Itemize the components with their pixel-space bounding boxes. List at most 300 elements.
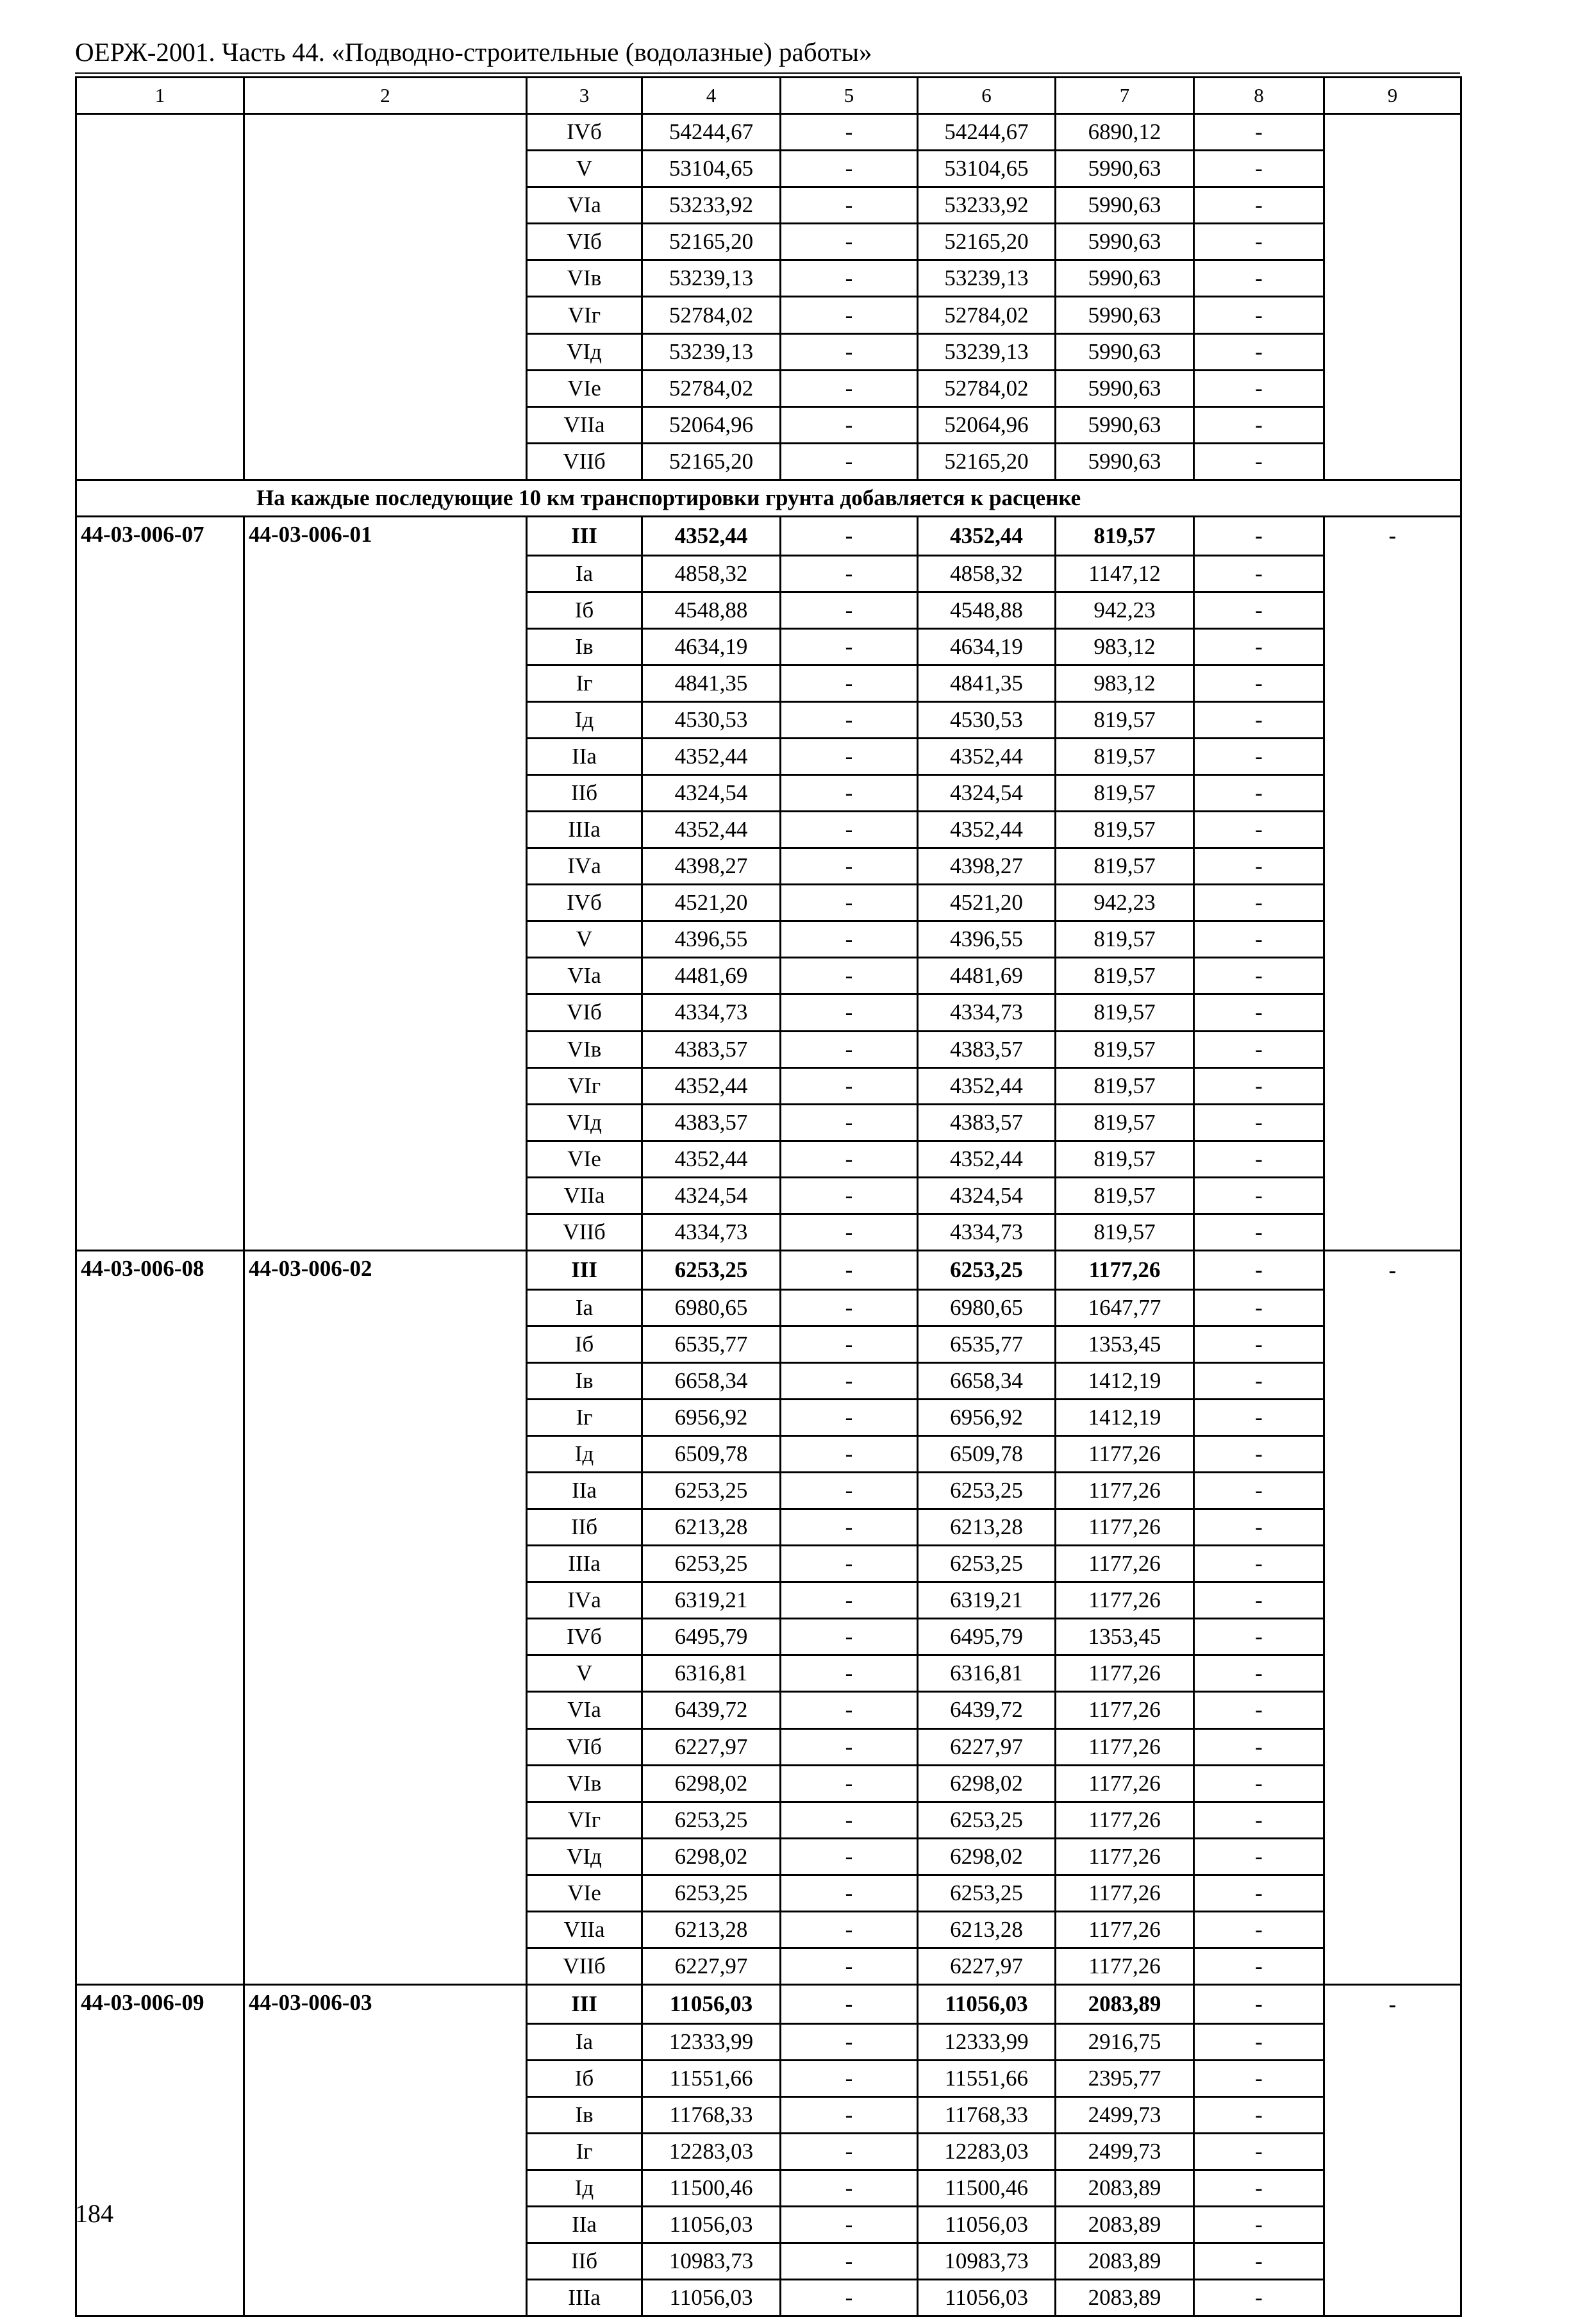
col8-cell: - [1194, 2133, 1324, 2170]
soil-group-cell: Iд [527, 2170, 642, 2206]
col8-cell: - [1194, 1838, 1324, 1875]
col8-cell: - [1194, 994, 1324, 1031]
col7-cell: 819,57 [1056, 1104, 1194, 1141]
price-table [75, 76, 1462, 2317]
col5-cell: - [781, 1655, 918, 1692]
col5-cell: - [781, 555, 918, 592]
col8-cell: - [1194, 1214, 1324, 1250]
col6-cell: 11056,03 [918, 1985, 1056, 2024]
col4-cell: 6658,34 [642, 1362, 781, 1399]
col5-cell: - [781, 1104, 918, 1141]
col7-cell: 819,57 [1056, 1177, 1194, 1214]
col5-cell: - [781, 1435, 918, 1472]
col5-cell: - [781, 738, 918, 774]
col4-cell: 6253,25 [642, 1472, 781, 1509]
col8-cell: - [1194, 592, 1324, 628]
col6-cell: 4521,20 [918, 885, 1056, 921]
soil-group-cell: V [527, 1655, 642, 1692]
col4-cell: 52165,20 [642, 443, 781, 480]
base-rate-ref-cell: 44-03-006-02 [244, 1251, 527, 1290]
base-rate-ref-cell: 44-03-006-03 [244, 1985, 527, 2024]
base-rate-ref-cell [244, 1948, 527, 1984]
soil-group-cell: VIв [527, 1031, 642, 1067]
col5-cell: - [781, 406, 918, 443]
col7-cell: 1177,26 [1056, 1765, 1194, 1802]
col7-cell: 5990,63 [1056, 224, 1194, 260]
col9-cell [1324, 701, 1461, 738]
col8-cell: - [1194, 958, 1324, 994]
rate-code-cell: 44-03-006-09 [76, 1985, 244, 2024]
table-row [76, 1435, 1461, 1472]
col7-cell: 819,57 [1056, 516, 1194, 555]
table-row [76, 555, 1461, 592]
col8-cell: - [1194, 406, 1324, 443]
col6-cell: 4352,44 [918, 1067, 1056, 1104]
table-row [76, 187, 1461, 224]
col6-cell: 6316,81 [918, 1655, 1056, 1692]
reference-cell [244, 114, 527, 151]
rate-code-cell [76, 2023, 244, 2060]
soil-group-cell: VIIа [527, 1911, 642, 1948]
col7-cell: 2395,77 [1056, 2060, 1194, 2096]
col4-cell: 6298,02 [642, 1765, 781, 1802]
column-number: 9 [1324, 78, 1461, 114]
col5-cell: - [781, 592, 918, 628]
page-header-title: ОЕРЖ-2001. Часть 44. «Подводно-строительные (водолазные) работы» [75, 37, 872, 67]
code-cell [76, 406, 244, 443]
col6-cell: 53239,13 [918, 260, 1056, 297]
col7-cell: 1177,26 [1056, 1251, 1194, 1290]
col4-cell: 54244,67 [642, 114, 781, 151]
col9-cell [1324, 958, 1461, 994]
table-row [76, 1619, 1461, 1655]
col8-cell: - [1194, 224, 1324, 260]
soil-group-cell: IVб [527, 885, 642, 921]
rate-code-cell [76, 1692, 244, 1728]
col6-cell: 52784,02 [918, 370, 1056, 406]
col4-cell: 4521,20 [642, 885, 781, 921]
rate-code-cell [76, 2096, 244, 2133]
col7-cell: 5990,63 [1056, 260, 1194, 297]
rate-code-cell [76, 1326, 244, 1362]
col8-cell: - [1194, 1509, 1324, 1546]
col9-cell [1324, 1104, 1461, 1141]
col5-cell: - [781, 1031, 918, 1067]
rate-code-cell [76, 1546, 244, 1582]
rate-code-cell [76, 1362, 244, 1399]
col8-cell: - [1194, 1362, 1324, 1399]
base-rate-ref-cell [244, 1765, 527, 1802]
col4-cell: 4548,88 [642, 592, 781, 628]
col6-cell: 11768,33 [918, 2096, 1056, 2133]
soil-group-cell: VIе [527, 1875, 642, 1911]
note-row [76, 480, 1461, 516]
col4-cell: 4481,69 [642, 958, 781, 994]
code-cell [76, 151, 244, 187]
col5-cell: - [781, 848, 918, 885]
col4-cell: 6253,25 [642, 1251, 781, 1290]
col9-cell: - [1324, 1985, 1461, 2024]
base-rate-ref-cell [244, 812, 527, 848]
col9-cell [1324, 224, 1461, 260]
col7-cell: 1177,26 [1056, 1728, 1194, 1765]
rate-code-cell [76, 1582, 244, 1619]
col5-cell: - [781, 1472, 918, 1509]
col6-cell: 52165,20 [918, 224, 1056, 260]
base-rate-ref-cell [244, 848, 527, 885]
col7-cell: 2499,73 [1056, 2133, 1194, 2170]
col9-cell [1324, 187, 1461, 224]
col4-cell: 52784,02 [642, 370, 781, 406]
rate-code-cell [76, 921, 244, 958]
col5-cell: - [781, 1141, 918, 1177]
col6-cell: 53239,13 [918, 333, 1056, 370]
reference-cell [244, 370, 527, 406]
col7-cell: 5990,63 [1056, 151, 1194, 187]
base-rate-ref-cell [244, 1177, 527, 1214]
col4-cell: 11500,46 [642, 2170, 781, 2206]
col8-cell: - [1194, 1289, 1324, 1326]
col8-cell: - [1194, 151, 1324, 187]
reference-cell [244, 406, 527, 443]
soil-group-cell: VIIб [527, 443, 642, 480]
base-rate-ref-cell [244, 1509, 527, 1546]
col4-cell: 6495,79 [642, 1619, 781, 1655]
soil-group-cell: VIа [527, 187, 642, 224]
col4-cell: 6227,97 [642, 1948, 781, 1984]
col9-cell [1324, 1289, 1461, 1326]
col5-cell: - [781, 370, 918, 406]
col9-cell [1324, 2280, 1461, 2316]
col6-cell: 52784,02 [918, 297, 1056, 333]
rate-code-cell [76, 1289, 244, 1326]
col6-cell: 11056,03 [918, 2207, 1056, 2243]
table-row [76, 885, 1461, 921]
col7-cell: 2916,75 [1056, 2023, 1194, 2060]
col6-cell: 4352,44 [918, 738, 1056, 774]
base-rate-ref-cell [244, 2023, 527, 2060]
soil-group-cell: VIб [527, 994, 642, 1031]
soil-group-cell: VIв [527, 260, 642, 297]
soil-group-cell: VIIа [527, 406, 642, 443]
col9-cell [1324, 1875, 1461, 1911]
col4-cell: 6535,77 [642, 1326, 781, 1362]
base-rate-ref-cell [244, 1546, 527, 1582]
table-row [76, 1765, 1461, 1802]
col8-cell: - [1194, 1399, 1324, 1435]
col9-cell [1324, 738, 1461, 774]
rate-code-cell [76, 665, 244, 701]
col7-cell: 942,23 [1056, 592, 1194, 628]
col4-cell: 4383,57 [642, 1104, 781, 1141]
col5-cell: - [781, 1399, 918, 1435]
table-row [76, 1948, 1461, 1984]
col4-cell: 6227,97 [642, 1728, 781, 1765]
col5-cell: - [781, 224, 918, 260]
col9-cell [1324, 1326, 1461, 1362]
col5-cell: - [781, 333, 918, 370]
soil-group-cell: IIа [527, 738, 642, 774]
col4-cell: 52064,96 [642, 406, 781, 443]
col5-cell: - [781, 701, 918, 738]
col9-cell [1324, 333, 1461, 370]
col6-cell: 6298,02 [918, 1838, 1056, 1875]
col6-cell: 12333,99 [918, 2023, 1056, 2060]
soil-group-cell: VIIа [527, 1177, 642, 1214]
col9-cell [1324, 2243, 1461, 2280]
col7-cell: 819,57 [1056, 701, 1194, 738]
soil-group-cell: Iа [527, 555, 642, 592]
table-row [76, 1289, 1461, 1326]
col6-cell: 6253,25 [918, 1546, 1056, 1582]
base-rate-ref-cell [244, 2060, 527, 2096]
col6-cell: 11500,46 [918, 2170, 1056, 2206]
col5-cell: - [781, 2243, 918, 2280]
col4-cell: 12283,03 [642, 2133, 781, 2170]
col8-cell: - [1194, 1619, 1324, 1655]
col6-cell: 4324,54 [918, 1177, 1056, 1214]
col5-cell: - [781, 516, 918, 555]
soil-group-cell: IIа [527, 2207, 642, 2243]
col9-cell [1324, 592, 1461, 628]
col9-cell [1324, 848, 1461, 885]
col7-cell: 2083,89 [1056, 2280, 1194, 2316]
col6-cell: 4396,55 [918, 921, 1056, 958]
rate-code-cell [76, 1141, 244, 1177]
col8-cell: - [1194, 1104, 1324, 1141]
base-rate-ref-cell [244, 2096, 527, 2133]
col8-cell: - [1194, 2096, 1324, 2133]
col9-cell [1324, 1655, 1461, 1692]
col8-cell: - [1194, 1692, 1324, 1728]
col6-cell: 54244,67 [918, 114, 1056, 151]
rate-code-cell [76, 958, 244, 994]
col8-cell: - [1194, 1067, 1324, 1104]
column-number: 2 [244, 78, 527, 114]
col4-cell: 4841,35 [642, 665, 781, 701]
col6-cell: 6213,28 [918, 1509, 1056, 1546]
col6-cell: 6253,25 [918, 1802, 1056, 1838]
col4-cell: 6298,02 [642, 1838, 781, 1875]
rate-code-cell [76, 1728, 244, 1765]
rate-code-cell [76, 2243, 244, 2280]
col6-cell: 11056,03 [918, 2280, 1056, 2316]
col5-cell: - [781, 921, 918, 958]
base-rate-ref-cell [244, 665, 527, 701]
table-row [76, 1472, 1461, 1509]
col8-cell: - [1194, 187, 1324, 224]
col8-cell: - [1194, 701, 1324, 738]
col7-cell: 1412,19 [1056, 1362, 1194, 1399]
col4-cell: 4324,54 [642, 1177, 781, 1214]
col7-cell: 2083,89 [1056, 2207, 1194, 2243]
col8-cell: - [1194, 555, 1324, 592]
col6-cell: 6495,79 [918, 1619, 1056, 1655]
col4-cell: 4383,57 [642, 1031, 781, 1067]
base-rate-ref-cell [244, 774, 527, 811]
col4-cell: 53104,65 [642, 151, 781, 187]
table-row [76, 1875, 1461, 1911]
col5-cell: - [781, 885, 918, 921]
col9-cell [1324, 370, 1461, 406]
col7-cell: 819,57 [1056, 921, 1194, 958]
col9-cell [1324, 1509, 1461, 1546]
col4-cell: 6956,92 [642, 1399, 781, 1435]
col9-cell [1324, 2023, 1461, 2060]
base-rate-ref-cell [244, 1362, 527, 1399]
col4-cell: 10983,73 [642, 2243, 781, 2280]
table-row [76, 1985, 1461, 2024]
col7-cell: 1647,77 [1056, 1289, 1194, 1326]
col8-cell: - [1194, 1655, 1324, 1692]
col9-cell [1324, 1911, 1461, 1948]
col6-cell: 4383,57 [918, 1031, 1056, 1067]
table-row [76, 2170, 1461, 2206]
col9-cell [1324, 1214, 1461, 1250]
table-row [76, 151, 1461, 187]
rate-code-cell [76, 774, 244, 811]
col9-cell [1324, 151, 1461, 187]
table-row [76, 1582, 1461, 1619]
col6-cell: 4548,88 [918, 592, 1056, 628]
soil-group-cell: IIб [527, 774, 642, 811]
col5-cell: - [781, 812, 918, 848]
col5-cell: - [781, 2096, 918, 2133]
col6-cell: 6980,65 [918, 1289, 1056, 1326]
col4-cell: 4334,73 [642, 994, 781, 1031]
col7-cell: 1177,26 [1056, 1472, 1194, 1509]
col7-cell: 2499,73 [1056, 2096, 1194, 2133]
rate-code-cell: 44-03-006-08 [76, 1251, 244, 1290]
col8-cell: - [1194, 1546, 1324, 1582]
page-number: 184 [75, 2199, 113, 2228]
col4-cell: 11056,03 [642, 2207, 781, 2243]
col4-cell: 53239,13 [642, 333, 781, 370]
rate-code-cell [76, 1875, 244, 1911]
col5-cell: - [781, 1802, 918, 1838]
col4-cell: 4396,55 [642, 921, 781, 958]
col4-cell: 6253,25 [642, 1546, 781, 1582]
col9-cell [1324, 297, 1461, 333]
soil-group-cell: Iа [527, 1289, 642, 1326]
base-rate-ref-cell [244, 555, 527, 592]
base-rate-ref-cell [244, 2133, 527, 2170]
col6-cell: 4634,19 [918, 628, 1056, 665]
price-table-body [76, 78, 1461, 2316]
base-rate-ref-cell [244, 592, 527, 628]
col6-cell: 6658,34 [918, 1362, 1056, 1399]
col5-cell: - [781, 1214, 918, 1250]
rate-code-cell [76, 1509, 244, 1546]
table-row [76, 921, 1461, 958]
col8-cell: - [1194, 738, 1324, 774]
base-rate-ref-cell [244, 1104, 527, 1141]
col4-cell: 4352,44 [642, 738, 781, 774]
col5-cell: - [781, 114, 918, 151]
col5-cell: - [781, 1838, 918, 1875]
col5-cell: - [781, 958, 918, 994]
base-rate-ref-cell [244, 1399, 527, 1435]
col7-cell: 1147,12 [1056, 555, 1194, 592]
soil-group-cell: VIб [527, 224, 642, 260]
table-row [76, 738, 1461, 774]
base-rate-ref-cell [244, 921, 527, 958]
soil-group-cell: VIа [527, 958, 642, 994]
rate-code-cell [76, 885, 244, 921]
reference-cell [244, 260, 527, 297]
col8-cell: - [1194, 848, 1324, 885]
col5-cell: - [781, 2207, 918, 2243]
rate-code-cell [76, 1802, 244, 1838]
col8-cell: - [1194, 1728, 1324, 1765]
table-row [76, 958, 1461, 994]
col6-cell: 4841,35 [918, 665, 1056, 701]
code-cell [76, 114, 244, 151]
soil-group-cell: Iв [527, 1362, 642, 1399]
col9-cell [1324, 2133, 1461, 2170]
table-row [76, 2133, 1461, 2170]
col7-cell: 1177,26 [1056, 1509, 1194, 1546]
base-rate-ref-cell [244, 1289, 527, 1326]
col5-cell: - [781, 994, 918, 1031]
rate-code-cell [76, 738, 244, 774]
table-row [76, 260, 1461, 297]
col5-cell: - [781, 1289, 918, 1326]
col9-cell [1324, 260, 1461, 297]
column-number: 1 [76, 78, 244, 114]
base-rate-ref-cell [244, 1472, 527, 1509]
col4-cell: 4634,19 [642, 628, 781, 665]
table-row [76, 1728, 1461, 1765]
col8-cell: - [1194, 1765, 1324, 1802]
base-rate-ref-cell [244, 1911, 527, 1948]
soil-group-cell: VIIб [527, 1948, 642, 1984]
col5-cell: - [781, 2170, 918, 2206]
col5-cell: - [781, 665, 918, 701]
table-row [76, 1031, 1461, 1067]
soil-group-cell: Iа [527, 2023, 642, 2060]
col9-cell [1324, 2096, 1461, 2133]
reference-cell [244, 297, 527, 333]
table-row [76, 1326, 1461, 1362]
soil-group-cell: VIг [527, 1802, 642, 1838]
rate-code-cell [76, 628, 244, 665]
col8-cell: - [1194, 1582, 1324, 1619]
col6-cell: 53233,92 [918, 187, 1056, 224]
col4-cell: 4530,53 [642, 701, 781, 738]
col9-cell [1324, 812, 1461, 848]
col8-cell: - [1194, 1177, 1324, 1214]
col8-cell: - [1194, 443, 1324, 480]
col7-cell: 819,57 [1056, 1141, 1194, 1177]
base-rate-ref-cell [244, 1802, 527, 1838]
col6-cell: 52165,20 [918, 443, 1056, 480]
col8-cell: - [1194, 2023, 1324, 2060]
col8-cell: - [1194, 516, 1324, 555]
col6-cell: 6227,97 [918, 1728, 1056, 1765]
rate-code-cell [76, 592, 244, 628]
table-row [76, 516, 1461, 555]
col6-cell: 4858,32 [918, 555, 1056, 592]
table-row [76, 224, 1461, 260]
table-row [76, 1251, 1461, 1290]
table-row [76, 2207, 1461, 2243]
soil-group-cell: VIIб [527, 1214, 642, 1250]
col7-cell: 983,12 [1056, 628, 1194, 665]
col9-cell [1324, 1031, 1461, 1067]
col9-cell [1324, 1472, 1461, 1509]
col7-cell: 1177,26 [1056, 1802, 1194, 1838]
